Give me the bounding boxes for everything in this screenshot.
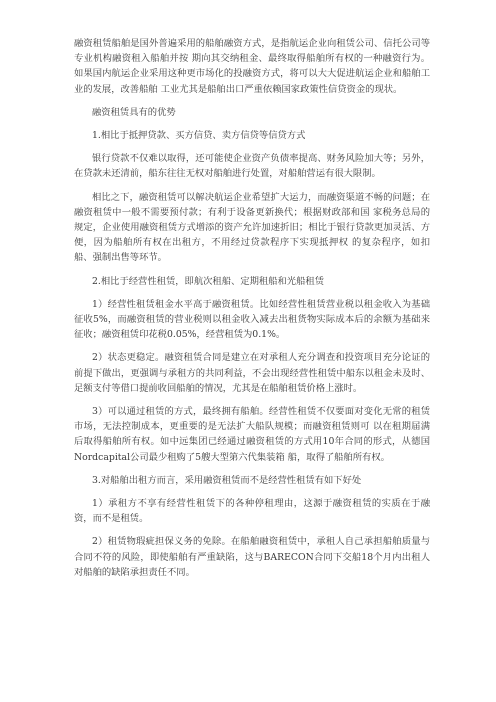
paragraph-2b: 2）状态更稳定。融资租赁合同是建立在对承租人充分调查和投资项目充分论证的前提下做出，更强调与承租方的共同利益，不会出现经营性租赁中船东以租金未及时、足额支付等借口提前收回船舶的情况，尤其是在船舶租赁价格上涨时。 <box>74 352 430 394</box>
paragraph-1b: 相比之下，融资租赁可以解决航运企业希望扩大运力，而融资渠道不畅的问题；在融资租赁中一般不需要预付款；有利于设备更新换代；根据财政部和国 家税务总局的规定，企业使用融资租赁方式增添的资产允许加速折旧；相比于银行贷款更加灵活、方便，因为船舶所有权在出租方，不用经过贷款程序下实现抵押权 的复杂程序，如扣船、强制出售等环节。 <box>74 191 430 264</box>
subheading-2: 2.相比于经营性租赁，即航次租船、定期租船和光船租赁 <box>92 275 324 287</box>
subheading-1: 1.相比于抵押贷款、买方信贷、卖方信贷等信贷方式 <box>92 130 306 142</box>
subheading-3: 3.对船舶出租方而言，采用融资租赁而不是经营性租赁有如下好处 <box>92 474 362 486</box>
section-heading-advantages: 融资租赁具有的优势 <box>92 106 176 118</box>
paragraph-2c: 3）可以通过租赁的方式，最终拥有船舶。经营性租赁不仅要面对变化无常的租赁市场，无法控制成本，更重要的是无法扩大船队规模；而融资租赁则可 以在租期届满后取得船舶所有权。如中远集团已经通过融资租赁的方式用10年合同的形式，从德国Nordcapital公司最少租购了5艘大型第六代集装箱 船，取得了船舶所有权。 <box>74 406 430 463</box>
document-body <box>74 36 430 580</box>
paragraph-1a: 银行贷款不仅难以取得，还可能使企业资产负债率提高、财务风险加大等；另外，在贷款未还清前，船东往往无权对船舶进行处置，对船舶营运有很大限制。 <box>74 153 430 180</box>
paragraph-3a: 1）承租方不享有经营性租赁下的各种停租理由，这源于融资租赁的实质在于融资，而不是租赁。 <box>74 498 430 525</box>
intro-paragraph: 融资租赁船舶是国外普遍采用的船舶融资方式，是指航运企业向租赁公司、信托公司等专业机构融资租入船舶并按 期向其交纳租金、最终取得船舶所有权的一种融资行为。如果国内航运企业采用这种更市场化的投融资方式，将可以大大促进航运企业和船舶工业的发展，改善船舶 工业尤其是船舶出口严重依赖国家政策性信贷资金的现状。 <box>74 38 430 95</box>
paragraph-2a: 1）经营性租赁租金水平高于融资租赁。比如经营性租赁营业税以租金收入为基础征收5%，而融资租赁的营业税则以租金收入减去出租货物实际成本后的余额为基础来征收；融资租赁印花税0.05%，经营租赁为0.1%。 <box>74 298 430 341</box>
paragraph-3b: 2）租赁物瑕疵担保义务的免除。在船舶融资租赁中，承租人自己承担船舶质量与合同不符的风险，即使船舶有严重缺陷，这与BARECON合同下交船18个月内出租人对船舶的缺陷承担责任不同。 <box>74 536 430 578</box>
